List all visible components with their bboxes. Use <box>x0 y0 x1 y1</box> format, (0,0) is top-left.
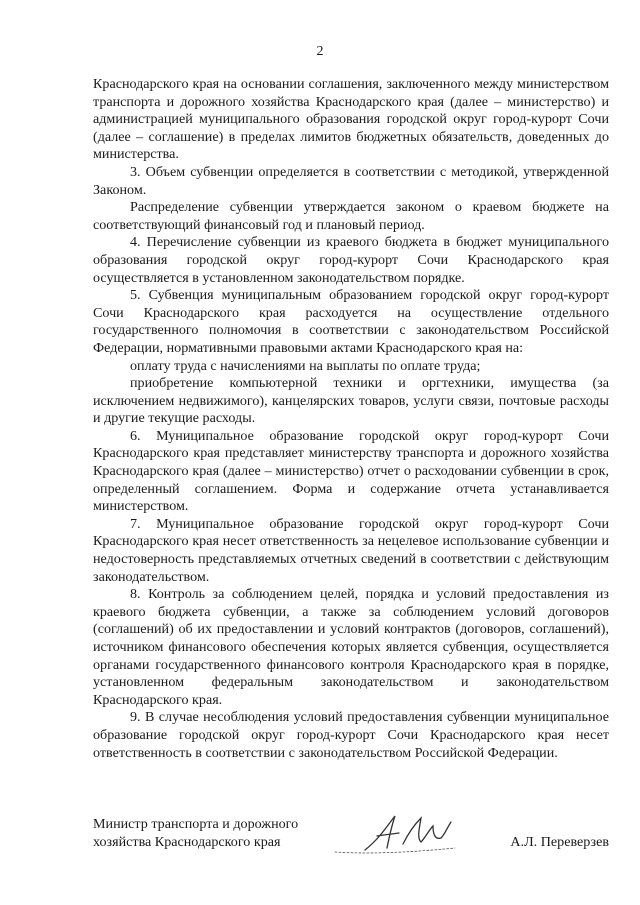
paragraph-5: 5. Субвенция муниципальным образованием городской округ город-курорт Сочи Краснодарского края расходуется на осуществление отдельного государственного полномочия в соответствии с законодательством Российской Федерации, нормативными правовыми актами Краснодарского края на: <box>93 287 609 356</box>
page-number: 2 <box>316 44 324 59</box>
paragraph-5-item-1: оплату труда с начислениями на выплаты по оплате труда; <box>130 357 481 374</box>
paragraph-6: 6. Муниципальное образование городской округ город-курорт Сочи Краснодарского края представляет министерству транспорта и дорожного хозяйства Краснодарского края (далее – министерство) отчет о расходовании субвенции в срок, определенный соглашением. Форма и содержание отчета устанавливается министерством. <box>93 427 609 515</box>
signature-block <box>93 816 609 866</box>
paragraph-distribution: Распределение субвенции утверждается законом о краевом бюджете на соответствующий финансовый год и плановый период. <box>93 199 609 233</box>
position-line-1: Министр транспорта и дорожного <box>93 816 299 832</box>
paragraph-3: 3. Объем субвенции определяется в соответствии с методикой, утвержденной Законом. <box>93 163 609 198</box>
paragraph-continuation: Краснодарского края на основании соглашения, заключенного между министерством транспорта и дорожного хозяйства Краснодарского края (далее – министерство) и администрацией муниципального образования городской округ город-курорт Сочи (далее – соглашение) в пределах лимитов бюджетных обязательств, доведенных до министерства. <box>93 76 609 163</box>
handwritten-signature <box>325 808 475 858</box>
signatory-name: А.Л. Переверзев <box>510 834 609 850</box>
paragraph-5-item-2: приобретение компьютерной техники и оргтехники, имущества (за исключением недвижимого), канцелярских товаров, услуги связи, почтовые расходы и другие текущие расходы. <box>93 375 609 427</box>
signatory-position <box>93 816 298 851</box>
document-body <box>93 76 609 762</box>
paragraph-9: 9. В случае несоблюдения условий предоставления субвенции муниципальное образование городской округ город-курорт Сочи Краснодарского края несет ответственность в соответствии с законодательством Российской Федерации. <box>93 709 609 761</box>
paragraph-4: 4. Перечисление субвенции из краевого бюджета в бюджет муниципального образования городской округ город-курорт Сочи Краснодарского края осуществляется в установленном законодательством порядке. <box>93 234 609 286</box>
paragraph-8: 8. Контроль за соблюдением целей, порядка и условий предоставления из краевого бюджета субвенции, а также за соблюдением условий договоров (соглашений) об их предоставлении и условий контрактов (договоров, соглашений), источником финансового обеспечения которых является субвенция, осуществляется органами государственного финансового контроля Краснодарского края в порядке, установленном федеральным законодательством и законодательством Краснодарского края. <box>93 586 609 708</box>
position-line-2: хозяйства Краснодарского края <box>93 833 281 850</box>
paragraph-7: 7. Муниципальное образование городской округ город-курорт Сочи Краснодарского края несет ответственность за нецелевое использование субвенции и недостоверность представляемых отчетных сведений в соответствии с действующим законодательством. <box>93 515 609 585</box>
